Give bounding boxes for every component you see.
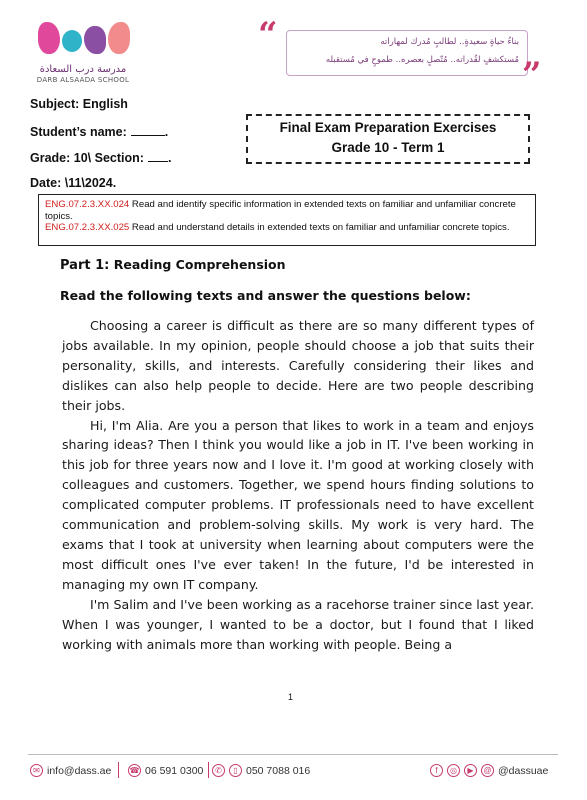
grade-suffix: . (167, 151, 172, 165)
exam-subtitle: Grade 10 - Term 1 (331, 140, 445, 155)
exam-title-box (246, 114, 530, 164)
logo-shape-coral (108, 22, 130, 54)
phone-icon: ☎ (129, 766, 140, 775)
passage-paragraph: Choosing a career is difficult as there are so many different types of jobs available. In my opinion, people should choose a job that suits their personality, skills, and interests. Carefully considering their likes and dislikes can also help people to decide. Here are two people describing their jobs. (62, 318, 534, 413)
logo-shape-purple (84, 26, 106, 54)
student-name-blank[interactable] (131, 124, 165, 136)
motto-line-2: مُستكشفٍ لقُدراته.. مُتّصلٍ بعصره.. طموحٍ في مُستقبله (325, 55, 519, 65)
part-heading (60, 257, 286, 273)
instructions: Read the following texts and answer the questions below: (60, 288, 471, 303)
learning-outcomes-box (38, 194, 536, 246)
footer-email[interactable] (30, 764, 111, 777)
youtube-icon: ▶ (464, 764, 477, 777)
facebook-icon: f (430, 764, 443, 777)
logo-english-name: DARB ALSAADA SCHOOL (36, 76, 130, 84)
footer-email-text: info@dass.ae (47, 764, 112, 777)
outcome-text: Read and identify specific information in extended texts on familiar and unfamiliar concrete topics. (45, 199, 516, 222)
grade-label: Grade: 10\ Section: (30, 151, 144, 165)
at-icon: @ (481, 764, 494, 777)
reading-passage (62, 316, 534, 654)
logo-shape-pink (38, 22, 60, 54)
quote-open-mark: “ (258, 15, 278, 55)
learning-outcome (45, 222, 529, 234)
footer-separator (208, 762, 209, 778)
footer-mobile-text: 050 7088 016 (246, 764, 311, 777)
whatsapp-icon: ✆ (212, 764, 225, 777)
footer-mobile[interactable] (212, 764, 310, 777)
logo-shape-teal (62, 30, 82, 52)
footer-social[interactable] (430, 764, 548, 777)
outcome-code: ENG.07.2.3.XX.025 (45, 222, 130, 234)
logo-arabic-name: مدرسة درب السعادة (39, 64, 127, 75)
learning-outcome (45, 199, 529, 222)
mail-icon: ✉ (30, 764, 43, 777)
date-label: Date: \11\2024. (30, 176, 117, 190)
footer-divider (28, 754, 558, 755)
outcome-text: Read and understand details in extended texts on familiar and unfamiliar concrete topics. (129, 222, 510, 234)
outcome-code: ENG.07.2.3.XX.024 (45, 199, 130, 210)
section-blank[interactable] (148, 150, 168, 162)
exam-title: Final Exam Preparation Exercises (279, 120, 497, 135)
grade-row (30, 150, 171, 165)
part-label: Part 1: (60, 258, 110, 273)
instagram-icon: ◎ (447, 764, 460, 777)
footer-phone[interactable] (128, 764, 203, 777)
subject-label: Subject: English (30, 97, 128, 111)
motto-line-1: بناءُ حياةٍ سعيدةٍ.. لطالبٍ مُدرك لمهاراته (380, 37, 519, 47)
passage-paragraph: I'm Salim and I've been working as a racehorse trainer since last year. When I was younger, I wanted to be a doctor, but I found that I liked working with animals more than working with people. Being a (62, 596, 534, 652)
mobile-phone-icon: ▯ (229, 764, 242, 777)
page-number: 1 (288, 692, 294, 702)
footer-phone-text: 06 591 0300 (145, 764, 204, 777)
quote-close-mark: ” (522, 55, 542, 95)
student-name-row (30, 124, 168, 139)
part-title: Reading Comprehension (109, 257, 286, 272)
school-motto-box (286, 30, 528, 76)
school-logo (28, 20, 138, 85)
passage-paragraph: Hi, I'm Alia. Are you a person that likes to work in a team and enjoys sharing ideas? Then I think you would like a job in IT. I've been working in this job for three years now and I love it. I'm good at working closely with colleagues and customers. Together, we spend hours finding solutions to complicated computer problems. IT professionals need to have excellent communication and problem-solving skills. My work is very hard. The exams that I took at university when learning about computers were the most difficult ones I've ever taken! In the future, I'd be interested in managing my own IT company. (62, 417, 534, 592)
student-name-suffix: . (164, 125, 169, 139)
student-name-label: Student’s name: (30, 125, 127, 139)
footer-social-text: @dassuae (498, 764, 549, 777)
footer-separator (118, 762, 119, 778)
